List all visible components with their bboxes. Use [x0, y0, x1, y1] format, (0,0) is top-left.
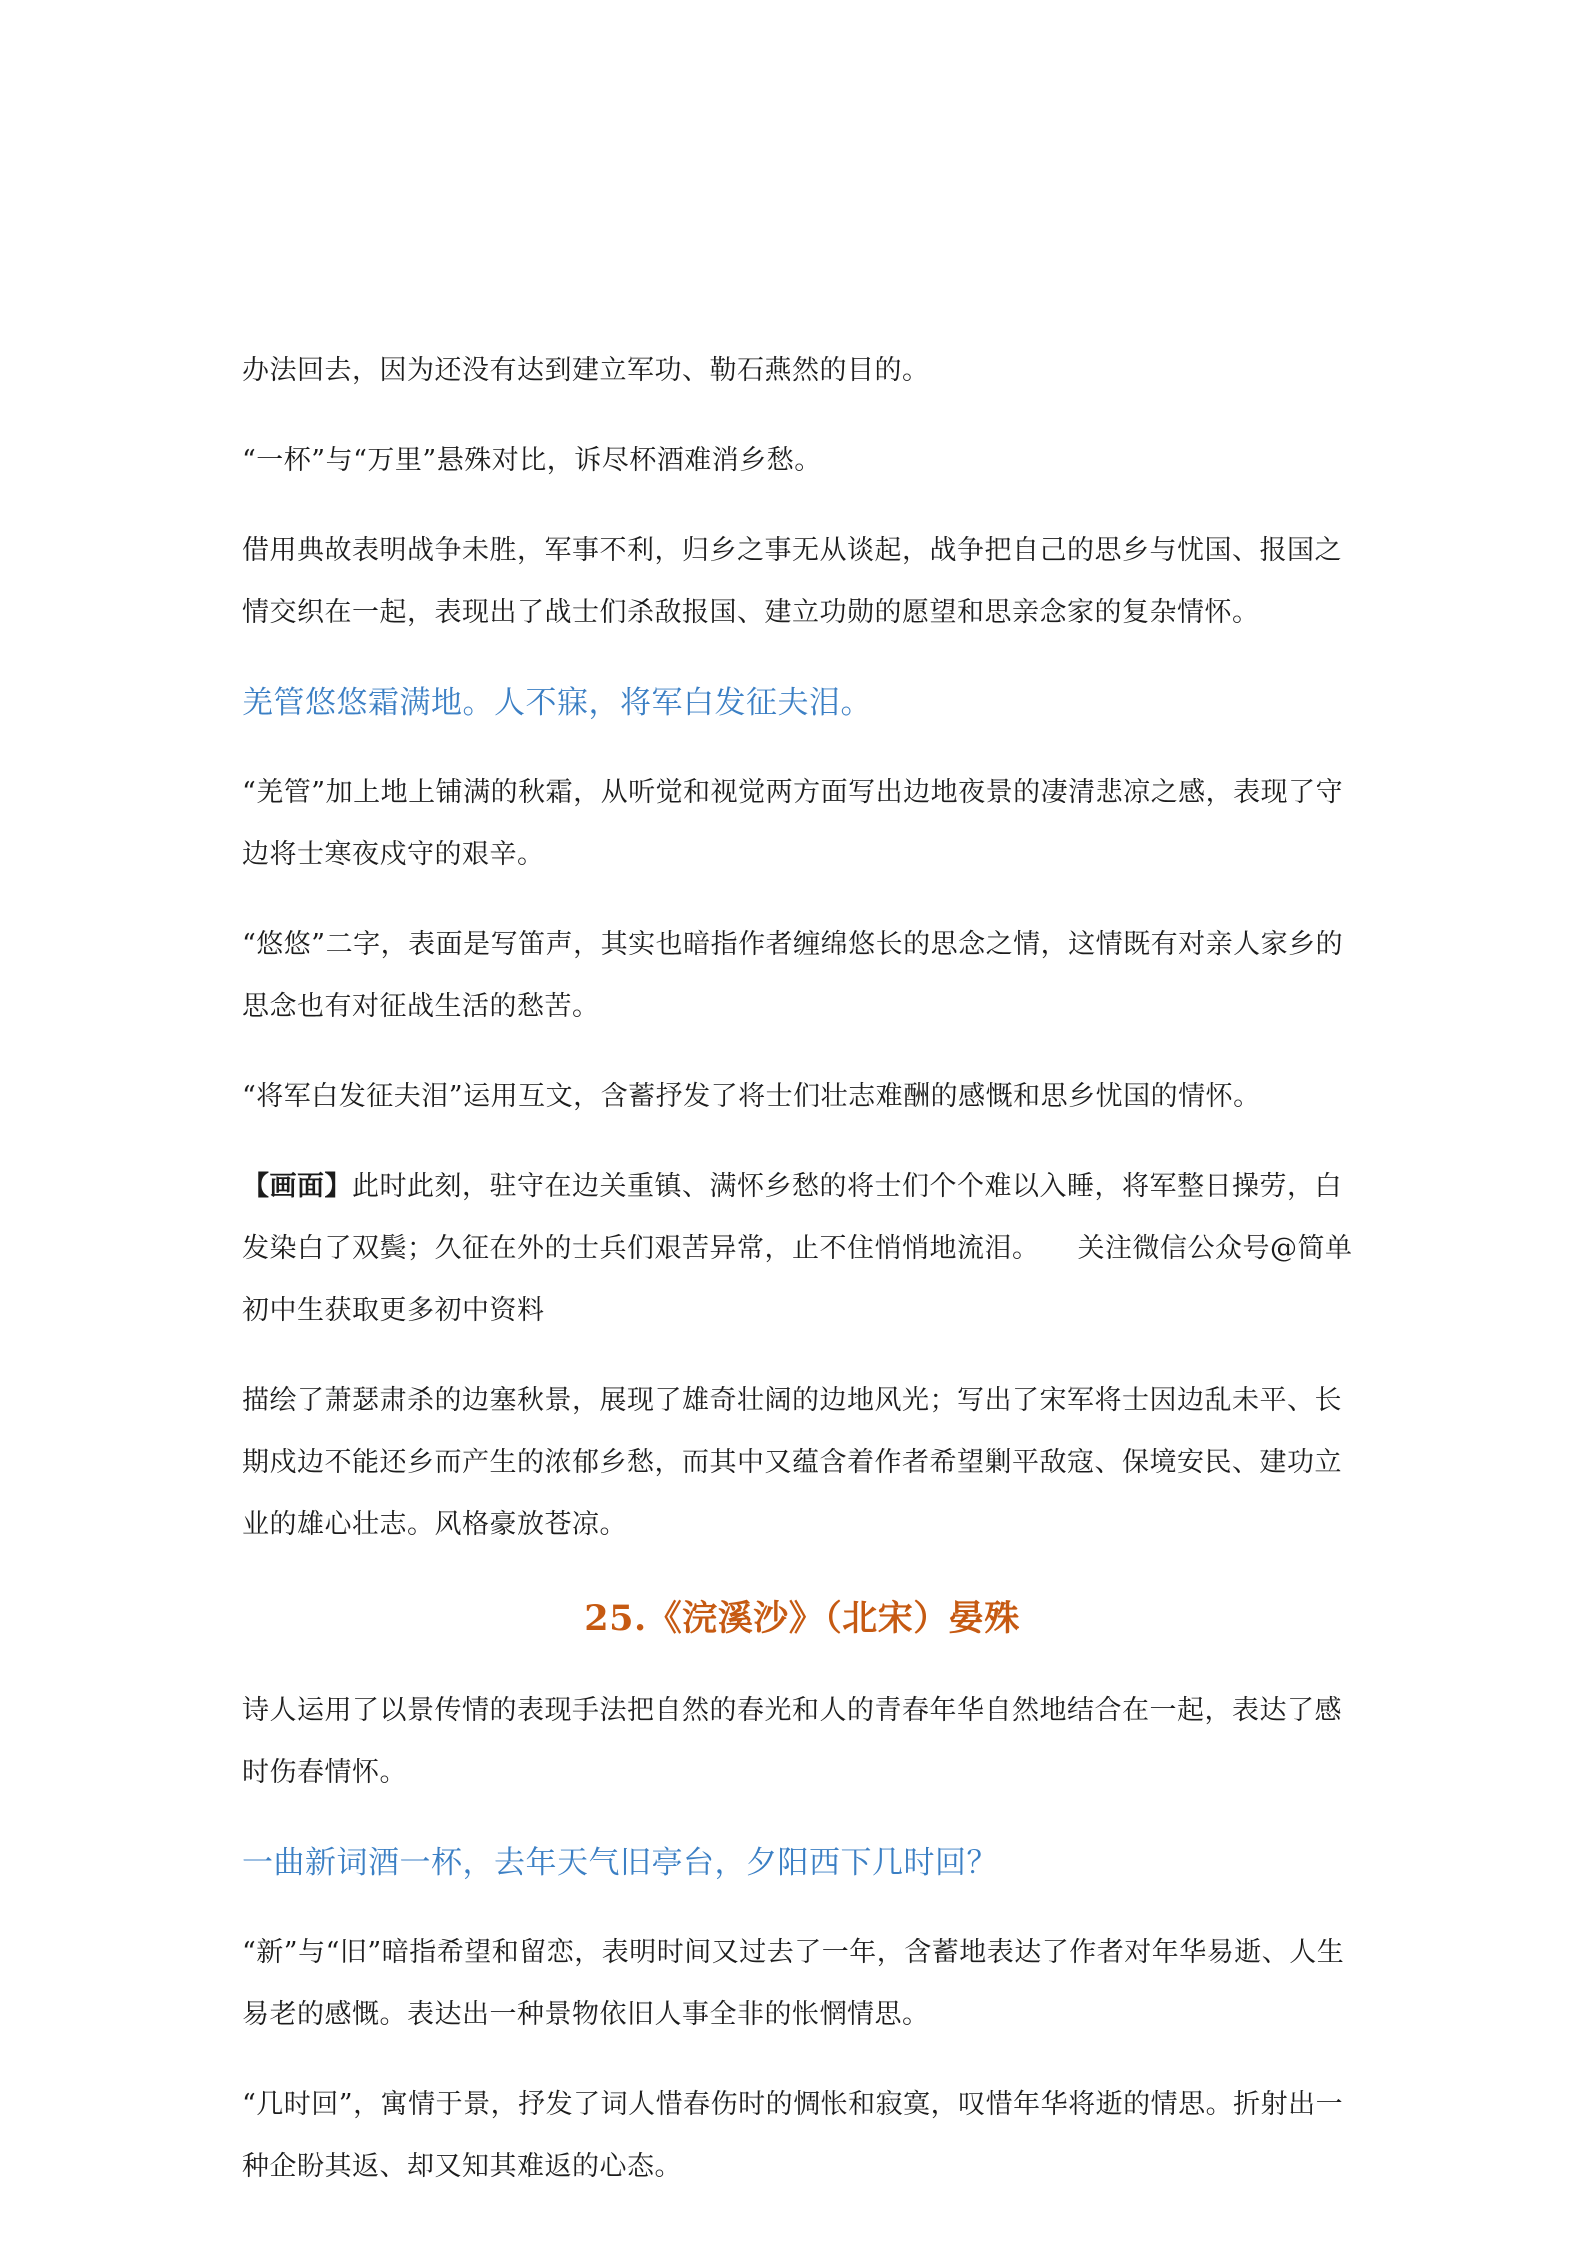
paragraph-4: “羌管”加上地上铺满的秋霜，从听觉和视觉两方面写出边地夜景的凄清悲凉之感，表现了守边将士寒夜戍守的艰辛。 [242, 777, 1344, 870]
promo-note: 关注微信公众号@简单初中生获取更多初中资料 [242, 1233, 1353, 1326]
scene-text: 此时此刻，驻守在边关重镇、满怀乡愁的将士们个个难以入睡，将军整日操劳，白发染白了双鬓；久征在外的士兵们艰苦异常，止不住悄悄地流泪。 [242, 1171, 1342, 1264]
paragraph-analysis-1: “新”与“旧”暗指希望和留恋，表明时间又过去了一年，含蓄地表达了作者对年华易逝、人生易老的感慨。表达出一种景物依旧人事全非的怅惘情思。 [242, 1937, 1345, 2030]
paragraph-6: “将军白发征夫泪”运用互文，含蓄抒发了将士们壮志难酬的感慨和思乡忧国的情怀。 [242, 1081, 1261, 1112]
verse-line-2: 一曲新词酒一杯，去年天气旧亭台，夕阳西下几时回？ [242, 1845, 998, 1881]
paragraph-5: “悠悠”二字，表面是写笛声，其实也暗指作者缠绵悠长的思念之情，这情既有对亲人家乡的思念也有对征战生活的愁苦。 [242, 929, 1344, 1022]
paragraph-analysis-2: “几时回”，寓情于景，抒发了词人惜春伤时的惆怅和寂寞，叹惜年华将逝的情思。折射出一种企盼其返、却又知其难返的心态。 [242, 2089, 1344, 2182]
scene-tag: 【画面】 [242, 1171, 352, 1202]
paragraph-1: 办法回去，因为还没有达到建立军功、勒石燕然的目的。 [242, 355, 930, 386]
paragraph-2: “一杯”与“万里”悬殊对比，诉尽杯酒难消乡愁。 [242, 445, 822, 476]
paragraph-3: 借用典故表明战争未胜，军事不利，归乡之事无从谈起，战争把自己的思乡与忧国、报国之情交织在一起，表现出了战士们杀敌报国、建立功勋的愿望和思亲念家的复杂情怀。 [242, 535, 1342, 628]
paragraph-scene [242, 1156, 1362, 1342]
section-title: 25.《浣溪沙》（北宋）晏殊 [584, 1598, 1020, 1639]
paragraph-summary: 描绘了萧瑟肃杀的边塞秋景，展现了雄奇壮阔的边地风光；写出了宋军将士因边乱未平、长期戍边不能还乡而产生的浓郁乡愁，而其中又蕴含着作者希望剿平敌寇、保境安民、建功立业的雄心壮志。风格豪放苍凉。 [242, 1385, 1342, 1540]
paragraph-intro: 诗人运用了以景传情的表现手法把自然的春光和人的青春年华自然地结合在一起，表达了感时伤春情怀。 [242, 1695, 1342, 1788]
document-body [242, 340, 1362, 2226]
verse-line-1: 羌管悠悠霜满地。人不寐，将军白发征夫泪。 [242, 685, 872, 721]
